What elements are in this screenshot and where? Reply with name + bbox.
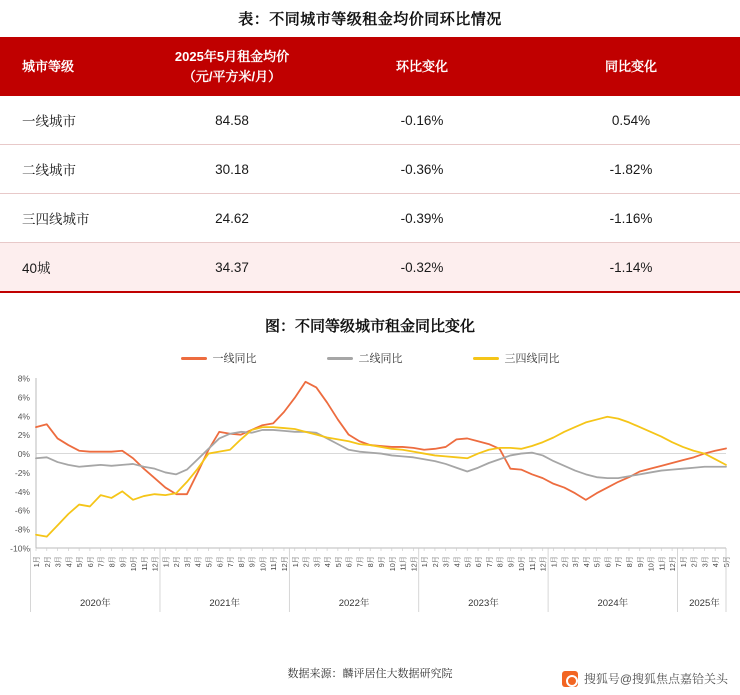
svg-text:7月: 7月 — [614, 556, 624, 568]
svg-text:2025年: 2025年 — [689, 598, 720, 609]
svg-text:12月: 12月 — [538, 556, 548, 572]
svg-text:2月: 2月 — [689, 556, 699, 568]
cell-mom: -0.39% — [322, 194, 522, 243]
svg-text:12月: 12月 — [668, 556, 678, 572]
svg-text:10月: 10月 — [646, 556, 656, 572]
svg-text:7月: 7月 — [96, 556, 106, 568]
svg-text:11月: 11月 — [398, 556, 408, 571]
svg-text:5月: 5月 — [592, 556, 602, 568]
cell-mom: -0.16% — [322, 96, 522, 145]
table-row — [0, 96, 740, 145]
cell-mom: -0.36% — [322, 145, 522, 194]
svg-text:1月: 1月 — [290, 556, 300, 568]
legend-item-tier1 — [181, 350, 257, 366]
svg-text:1月: 1月 — [678, 556, 688, 568]
svg-text:1月: 1月 — [32, 556, 41, 568]
cell-yoy: 0.54% — [522, 96, 740, 145]
table-header-avg-price-line1: 2025年5月租金均价 — [174, 49, 290, 64]
legend-label-tier1: 一线同比 — [212, 353, 257, 365]
svg-text:2024年: 2024年 — [597, 598, 629, 609]
line-chart — [0, 340, 740, 640]
svg-text:9月: 9月 — [377, 556, 386, 568]
cell-yoy: -1.16% — [522, 194, 740, 243]
svg-text:8月: 8月 — [236, 556, 246, 568]
table-header-avg-price — [142, 37, 322, 96]
legend-label-tier2: 二线同比 — [358, 353, 403, 365]
svg-text:11月: 11月 — [139, 556, 149, 571]
table-row — [0, 145, 740, 194]
svg-text:10月: 10月 — [517, 556, 527, 572]
svg-text:6月: 6月 — [474, 556, 484, 568]
svg-text:9月: 9月 — [506, 556, 516, 568]
svg-text:-4%: -4% — [14, 486, 30, 497]
cell-price: 34.37 — [142, 243, 322, 293]
table-header-mom: 环比变化 — [322, 37, 522, 96]
svg-text:3月: 3月 — [53, 556, 63, 568]
watermark — [562, 670, 728, 687]
table-header-city-tier: 城市等级 — [0, 37, 142, 96]
legend-swatch-tier1 — [181, 357, 207, 360]
svg-text:2月: 2月 — [560, 556, 570, 568]
svg-text:4月: 4月 — [581, 556, 591, 568]
cell-yoy: -1.82% — [522, 145, 740, 194]
svg-text:1月: 1月 — [549, 556, 559, 568]
svg-text:7月: 7月 — [484, 556, 494, 568]
svg-text:6月: 6月 — [344, 556, 354, 568]
legend-item-tier2 — [327, 350, 403, 366]
svg-text:0%: 0% — [17, 449, 30, 460]
svg-text:-2%: -2% — [14, 467, 30, 478]
svg-text:6月: 6月 — [85, 556, 95, 568]
chart-svg — [0, 340, 740, 640]
svg-text:9月: 9月 — [247, 556, 257, 568]
chart-title: 图：不同等级城市租金同比变化 — [264, 318, 475, 335]
svg-text:4月: 4月 — [711, 556, 721, 568]
svg-text:2023年: 2023年 — [468, 598, 499, 609]
svg-text:1月: 1月 — [161, 556, 171, 568]
cell-category: 二线城市 — [0, 145, 142, 194]
svg-text:8月: 8月 — [107, 556, 117, 568]
cell-price: 30.18 — [142, 145, 322, 194]
svg-text:12月: 12月 — [150, 556, 160, 572]
svg-text:3月: 3月 — [571, 556, 581, 568]
svg-text:-8%: -8% — [14, 524, 30, 535]
svg-text:-10%: -10% — [10, 543, 30, 554]
svg-text:1月: 1月 — [420, 556, 430, 568]
svg-text:2月: 2月 — [430, 556, 440, 568]
svg-text:4月: 4月 — [323, 556, 333, 568]
svg-text:8月: 8月 — [495, 556, 505, 568]
svg-text:2021年: 2021年 — [209, 598, 240, 609]
cell-price: 24.62 — [142, 194, 322, 243]
svg-text:2%: 2% — [17, 430, 30, 441]
svg-text:3月: 3月 — [182, 556, 192, 568]
cell-mom: -0.32% — [322, 243, 522, 293]
svg-text:2022年: 2022年 — [338, 598, 370, 609]
svg-text:3月: 3月 — [441, 556, 451, 568]
rent-price-table — [0, 37, 740, 293]
svg-text:3月: 3月 — [700, 556, 710, 568]
svg-text:3月: 3月 — [312, 556, 322, 568]
svg-text:7月: 7月 — [355, 556, 365, 568]
svg-text:4月: 4月 — [64, 556, 74, 568]
legend-item-tier34 — [473, 350, 560, 366]
cell-category: 40城 — [0, 243, 142, 293]
svg-text:9月: 9月 — [118, 556, 128, 568]
svg-text:5月: 5月 — [722, 556, 731, 568]
svg-text:5月: 5月 — [75, 556, 85, 568]
svg-text:9月: 9月 — [635, 556, 645, 568]
svg-text:4%: 4% — [17, 411, 30, 422]
svg-text:12月: 12月 — [279, 556, 289, 572]
table-header-avg-price-line2: （元/平方米/月） — [182, 68, 282, 84]
legend-swatch-tier34 — [473, 357, 499, 360]
svg-text:5月: 5月 — [463, 556, 473, 568]
cell-category: 三四线城市 — [0, 194, 142, 243]
svg-text:11月: 11月 — [269, 556, 279, 571]
svg-text:10月: 10月 — [129, 556, 139, 572]
legend-swatch-tier2 — [327, 357, 353, 360]
svg-text:11月: 11月 — [527, 556, 537, 571]
svg-text:7月: 7月 — [226, 556, 236, 568]
svg-text:-6%: -6% — [14, 505, 30, 516]
svg-text:10月: 10月 — [258, 556, 268, 572]
svg-text:12月: 12月 — [409, 556, 419, 572]
svg-text:6月: 6月 — [603, 556, 613, 568]
chart-legend — [0, 350, 740, 366]
svg-text:8月: 8月 — [624, 556, 634, 568]
table-row — [0, 243, 740, 293]
svg-text:6月: 6月 — [215, 556, 225, 568]
cell-yoy: -1.14% — [522, 243, 740, 293]
sohu-logo-icon — [562, 671, 578, 687]
svg-text:8月: 8月 — [366, 556, 376, 568]
legend-label-tier34: 三四线同比 — [504, 353, 560, 365]
svg-text:4月: 4月 — [193, 556, 203, 568]
svg-text:8%: 8% — [17, 373, 30, 384]
svg-text:2月: 2月 — [172, 556, 182, 568]
table-header-yoy: 同比变化 — [522, 37, 740, 96]
table-row — [0, 194, 740, 243]
svg-text:2月: 2月 — [301, 556, 311, 568]
svg-text:2020年: 2020年 — [79, 598, 111, 609]
svg-text:4月: 4月 — [452, 556, 462, 568]
cell-price: 84.58 — [142, 96, 322, 145]
table-header-row — [0, 37, 740, 96]
svg-text:11月: 11月 — [657, 556, 667, 571]
svg-text:5月: 5月 — [204, 556, 214, 568]
table-title: 表：不同城市等级租金均价同环比情况 — [238, 11, 502, 28]
watermark-text: 搜狐号@搜狐焦点嘉铪关头 — [583, 672, 728, 686]
chart-source: 数据来源：麟评居住大数据研究院 — [287, 668, 453, 680]
svg-text:6%: 6% — [17, 392, 30, 403]
svg-text:10月: 10月 — [387, 556, 397, 572]
svg-text:2月: 2月 — [42, 556, 52, 568]
svg-text:5月: 5月 — [333, 556, 343, 568]
cell-category: 一线城市 — [0, 96, 142, 145]
